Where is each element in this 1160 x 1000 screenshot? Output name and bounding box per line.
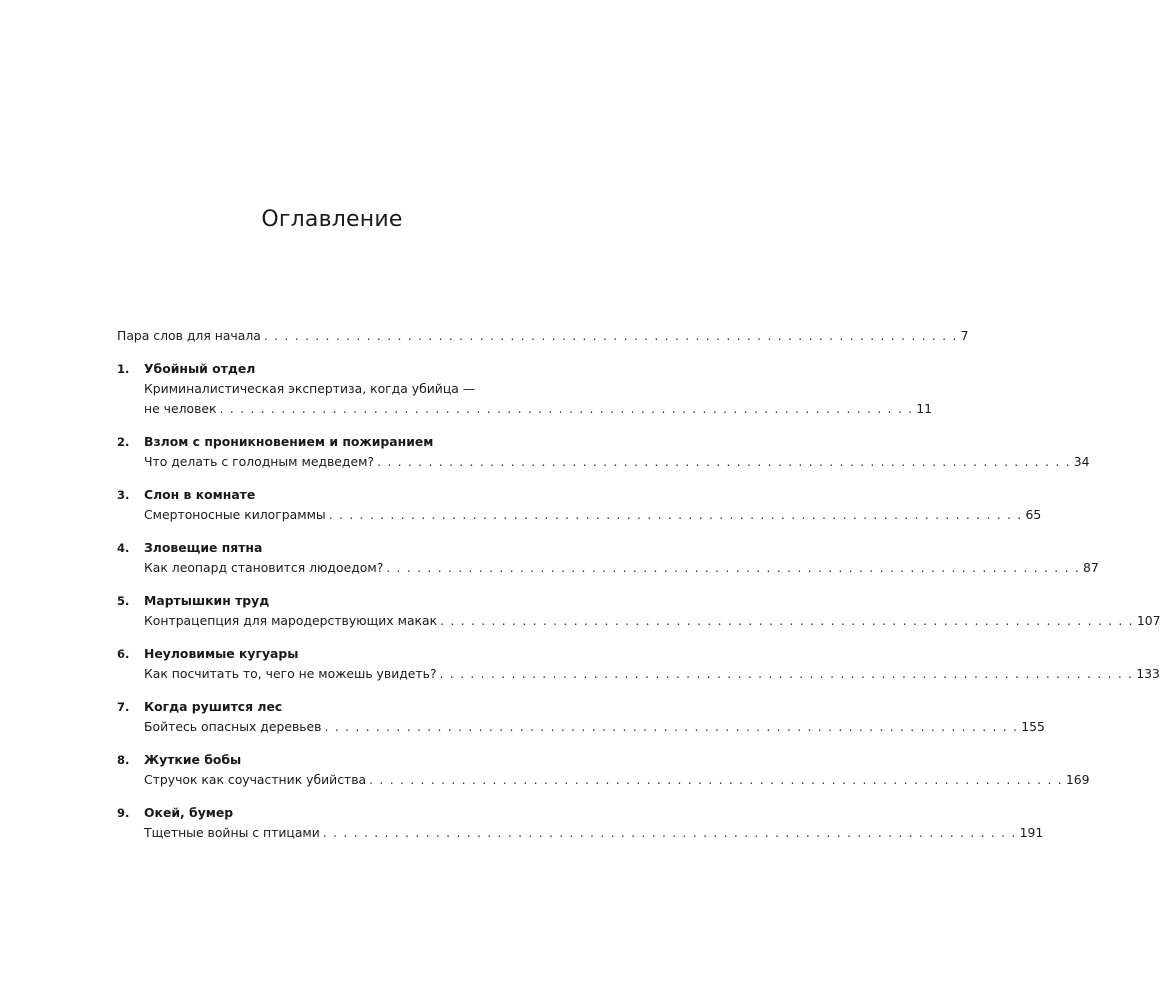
chapter-subtitle: не человек: [144, 401, 217, 416]
chapter-title: Когда рушится лес: [144, 699, 283, 714]
leader-dots: . . . . . . . . . . . . . . . . . . . . . . . . . . . . . . . . . . . . . . . . . . . . . . . . . . . . . . . . . . . . . . . . . . . .: [386, 560, 1080, 575]
chapter-subtitle-line: Криминалистическая экспертиза, когда убийца —: [144, 381, 476, 396]
chapter-title: Неуловимые кугуары: [144, 646, 299, 661]
toc-chapter-5[interactable]: [117, 591, 1160, 631]
toc-page-number: 65: [1025, 507, 1042, 522]
toc-page-number: 7: [960, 328, 969, 343]
chapter-subtitle: Стручок как соучастник убийства: [144, 772, 367, 787]
chapter-title: Взлом с проникновением и пожиранием: [144, 434, 434, 449]
toc-page-number: 34: [1073, 454, 1090, 469]
leader-dots: . . . . . . . . . . . . . . . . . . . . . . . . . . . . . . . . . . . . . . . . . . . . . . . . . . . . . . . . . . . . . . . . . . . .: [324, 719, 1019, 734]
chapter-subtitle: Как леопард становится людоедом?: [144, 560, 384, 575]
leader-dots: . . . . . . . . . . . . . . . . . . . . . . . . . . . . . . . . . . . . . . . . . . . . . . . . . . . . . . . . . . . . . . . . . . . .: [322, 825, 1017, 840]
toc-chapter-9[interactable]: [117, 803, 1044, 843]
leader-dots: . . . . . . . . . . . . . . . . . . . . . . . . . . . . . . . . . . . . . . . . . . . . . . . . . . . . . . . . . . . . . . . . . . . .: [439, 666, 1134, 681]
chapter-number: 9.: [117, 806, 130, 820]
chapter-subtitle: Бойтесь опасных деревьев: [144, 719, 322, 734]
leader-dots: . . . . . . . . . . . . . . . . . . . . . . . . . . . . . . . . . . . . . . . . . . . . . . . . . . . . . . . . . . . . . . . . . . . .: [328, 507, 1023, 522]
toc-page-number: 107: [1136, 613, 1160, 628]
toc-chapter-3[interactable]: [117, 485, 1042, 525]
page-title: Оглавление: [261, 206, 403, 232]
chapter-number: 8.: [117, 753, 130, 767]
chapter-subtitle: Как посчитать то, чего не можешь увидеть?: [144, 666, 437, 681]
chapter-title: Зловещие пятна: [144, 540, 263, 555]
chapter-title: Убойный отдел: [144, 361, 256, 376]
toc-entry-intro[interactable]: [117, 326, 969, 346]
toc-page-number: 191: [1019, 825, 1044, 840]
chapter-subtitle: Смертоносные килограммы: [144, 507, 326, 522]
toc-chapter-6[interactable]: [117, 644, 1160, 684]
chapter-number: 2.: [117, 435, 130, 449]
toc-entry-label: Пара слов для начала: [117, 328, 261, 343]
chapter-subtitle: Что делать с голодным медведем?: [144, 454, 375, 469]
chapter-subtitle: Контрацепция для мародерствующих макак: [144, 613, 438, 628]
leader-dots: . . . . . . . . . . . . . . . . . . . . . . . . . . . . . . . . . . . . . . . . . . . . . . . . . . . . . . . . . . . . . . . . . . . .: [219, 401, 914, 416]
chapter-number: 7.: [117, 700, 130, 714]
chapter-title: Слон в комнате: [144, 487, 256, 502]
leader-dots: . . . . . . . . . . . . . . . . . . . . . . . . . . . . . . . . . . . . . . . . . . . . . . . . . . . . . . . . . . . . . . . . . . . .: [440, 613, 1134, 628]
toc-chapter-1[interactable]: [117, 359, 933, 419]
chapter-title: Жуткие бобы: [144, 752, 242, 767]
chapter-number: 3.: [117, 488, 130, 502]
chapter-title: Мартышкин труд: [144, 593, 270, 608]
toc-page-number: 169: [1065, 772, 1090, 787]
toc-chapter-8[interactable]: [117, 750, 1090, 790]
chapter-number: 5.: [117, 594, 130, 608]
table-of-contents: [117, 326, 1160, 843]
toc-page-number: 11: [916, 401, 933, 416]
leader-dots: . . . . . . . . . . . . . . . . . . . . . . . . . . . . . . . . . . . . . . . . . . . . . . . . . . . . . . . . . . . . . . . . . . . .: [377, 454, 1071, 469]
leader-dots: . . . . . . . . . . . . . . . . . . . . . . . . . . . . . . . . . . . . . . . . . . . . . . . . . . . . . . . . . . . . . . . . . . . .: [263, 328, 958, 343]
chapter-title: Окей, бумер: [144, 805, 234, 820]
toc-chapter-7[interactable]: [117, 697, 1045, 737]
chapter-number: 4.: [117, 541, 130, 555]
toc-page-number: 133: [1136, 666, 1160, 681]
toc-chapter-2[interactable]: [117, 432, 1090, 472]
toc-chapter-4[interactable]: [117, 538, 1099, 578]
chapter-subtitle: Тщетные войны с птицами: [144, 825, 320, 840]
toc-page-number: 87: [1083, 560, 1099, 575]
toc-page-number: 155: [1021, 719, 1045, 734]
chapter-number: 1.: [117, 362, 130, 376]
chapter-number: 6.: [117, 647, 130, 661]
leader-dots: . . . . . . . . . . . . . . . . . . . . . . . . . . . . . . . . . . . . . . . . . . . . . . . . . . . . . . . . . . . . . . . . . . . .: [369, 772, 1063, 787]
